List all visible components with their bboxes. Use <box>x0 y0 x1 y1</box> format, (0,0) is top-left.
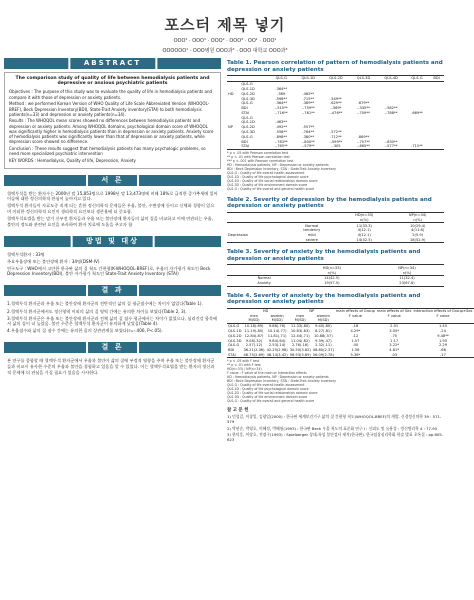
methods-paragraph: 주요우울장애 또는 불안장애 환자 : 34명(DSM-IV) <box>7 258 100 264</box>
table-cell: 11.33(.80) <box>290 324 310 329</box>
table-group-cell: Depression <box>228 233 249 238</box>
results-body <box>4 299 221 337</box>
table-cell: 10.88(.57) <box>313 333 333 338</box>
table-cell: 11(32.4) <box>399 276 415 281</box>
methods-body <box>4 250 221 281</box>
table-header-cell: M(SD) <box>294 318 306 323</box>
table-note: QLS-2D : Quality of life social relationships domain score <box>227 391 318 396</box>
reference-item: 2) 박현순, 박영호, 이혜정, 박혜원(1993) : 한국판 Beck 우울 척도의 표준화 연구 I : 신뢰도 및 유용성 : 정신병리학 4 : 77-95 <box>227 425 438 431</box>
methods-paragraph: 혈액투석환자 : 33명 <box>7 251 45 257</box>
table-cell: .75 <box>391 333 398 338</box>
table-note: HD : Hemodialysis patients, NP : Depression or anxiety patients <box>227 162 329 167</box>
table-header-cell: M(SD) <box>271 318 283 323</box>
table-cell: .364** <box>275 86 288 91</box>
table-row-label: QLS-1D <box>241 86 255 91</box>
abstract-header <box>4 58 221 69</box>
table-row-label: STAI <box>241 110 250 115</box>
table-cell: 1.45 <box>438 324 447 329</box>
table-cell <box>429 144 444 149</box>
table-cell: 9.84(.64) <box>268 338 286 343</box>
table-group-cell: NP <box>228 125 233 130</box>
table-header-cell: main effects of Group <box>335 308 375 313</box>
methods-paragraph: 연구도구 : WHO에서 고안한 한국판 삶의 질 척도 간편형(K-WHOQOL-BREF)로, 우울의 자가평가 척도인 Beck Depression Inventory(BDI), 불안 자가평가 척도인 State-Trait Anxiety Inventory (STAI) <box>7 265 211 277</box>
table-note: QLS-G : Quality of life overall health assessment <box>227 170 305 175</box>
conclusion-body <box>4 356 221 378</box>
table-header-cell: HD(n=33) <box>322 265 341 270</box>
table-cell: .598** <box>275 96 288 101</box>
table-cell: 2.76(.16) <box>291 343 309 348</box>
table-row-label: QLS-3D <box>241 96 255 101</box>
table-cell: -.599** <box>329 139 343 144</box>
table-cell: 9.86(.76) <box>268 324 286 329</box>
results-header <box>4 285 221 296</box>
table-note: QLS-3D : Quality of life environment domain score <box>227 395 308 400</box>
table-group-cell <box>227 281 235 286</box>
table-row-label: Normal <box>305 223 319 228</box>
table-cell: 11(33.3) <box>356 223 372 228</box>
table-group-cell <box>227 238 287 243</box>
table-cell: 46.75(2.69) <box>243 352 265 357</box>
table-row-label: BDI <box>228 348 235 353</box>
table-cell: 56.09(2.78) <box>312 352 334 357</box>
table-cell: 48.60(2.37) <box>312 348 334 353</box>
table4 <box>227 308 474 359</box>
table-row <box>227 238 444 243</box>
left-column <box>4 58 221 596</box>
conclusion-label: 결 론 <box>86 342 140 353</box>
methods-label: 방법 및 대상 <box>70 236 155 247</box>
table-cell: 11.81(.71) <box>267 333 287 338</box>
table-cell: -.709** <box>357 110 370 115</box>
table-row-label: BDI <box>241 139 248 144</box>
table-cell: -.761** <box>301 110 315 115</box>
table-cell: .715** <box>411 144 423 149</box>
table-cell: 10.14(.77) <box>267 329 287 334</box>
table-header-cell: QLS-1D <box>301 76 316 81</box>
table-header-cell: n(%) <box>359 217 369 222</box>
table-cell: -.577** <box>384 144 398 149</box>
table-row-label: QLS-1D <box>241 120 255 125</box>
table4-title: Table 4. Severity of anxiety by the hemodialysis patients and depression or anxiety patients <box>227 292 421 306</box>
poster-authors: OOO¹ · OOO¹ · OOO² · OOO³ · OO¹ · OOO¹ <box>173 38 277 44</box>
table-cell: -.757** <box>357 139 370 144</box>
table-cell: -.335** <box>357 106 370 111</box>
table-note: QLS-G : Quality of life overall and general health score <box>227 399 315 404</box>
table-cell: 9.40(.80) <box>315 324 332 329</box>
table-row-label: Anxiety <box>257 281 271 286</box>
table-cell: .66 <box>440 348 446 353</box>
table-row-label: tendency <box>303 228 321 233</box>
abstract-keywords: KEY WORDS : Hemodialysis, Quality of life, Depression, Anxiety <box>9 157 136 163</box>
table-cell: 23(67.6) <box>399 281 415 286</box>
table-cell: -.800** <box>301 139 315 144</box>
table-cell: .558** <box>275 129 288 134</box>
table-cell: .679** <box>357 101 370 106</box>
results-paragraph: 1.혈액투석 환자군과 우울 또는 불안장애 환자군의 전반적인 삶의 질 평균점수에는 차이가 없었다(Table 1). <box>7 301 203 307</box>
table-header-cell: n(%) <box>413 217 422 222</box>
table1 <box>227 75 444 150</box>
table-row <box>227 281 444 286</box>
table-cell: 36.21(2.36) <box>243 348 265 353</box>
table-header-cell: F value <box>387 313 401 318</box>
table-header-cell: NP(n=34) <box>408 213 427 218</box>
table-cell: -.788** <box>384 110 398 115</box>
results-paragraph: 2.혈액투석 환자군에서도 정신영역 이외의 삶의 질 영역 간에는 유의한 차이를 보였다(Table 2, 3). <box>7 308 187 314</box>
table3 <box>227 264 444 286</box>
table-header-cell: M(SD) <box>248 318 260 323</box>
methods-header <box>4 236 221 247</box>
table-header-cell: women <box>316 313 330 318</box>
table-group-cell: HD <box>228 91 234 96</box>
table-row-label: QLS-1D <box>228 329 242 334</box>
table-header-cell: men <box>296 313 305 318</box>
table-cell: 14(42.5) <box>324 276 340 281</box>
table-cell: -.305 <box>331 144 341 149</box>
table2-title: Table 2. Severity of depression by the hemodialysis patients and depression or anxiety patients <box>227 196 432 210</box>
table-cell: .18 <box>352 324 359 329</box>
table-note: ** p < .01 with F test <box>227 363 261 368</box>
table-row-label: QLS-G <box>228 343 240 348</box>
table-cell: .629** <box>330 101 342 106</box>
table1-notes <box>227 151 444 191</box>
table-cell: .764** <box>302 129 315 134</box>
table-header-cell: Interaction effects of Group×Sex <box>413 308 473 313</box>
table-cell: .463** <box>275 120 288 125</box>
table-row-label: QLS-G <box>241 115 253 120</box>
table-cell: -.515** <box>274 106 288 111</box>
table-cell: 2(5.9) <box>412 233 424 238</box>
table-row-label: QLS-3D <box>228 338 242 343</box>
table-cell: 14(42.5) <box>356 238 372 243</box>
intro-label: 서 론 <box>86 175 140 186</box>
table-row-label: QLS-2D <box>241 125 255 130</box>
table-note: QLS-G : Quality of life overall and general health score <box>227 186 315 191</box>
table-header-cell: n(%) <box>402 270 412 275</box>
table-note: BDI : Beck Depression Inventory, STAI : State-Trait Anxiety Inventory <box>227 379 336 384</box>
reference-item: 1) 민성길, 이창일, 김광일(2000) : 한국판 세계보건기구 삶의 질 간편형 척도(WHOQOL-BREF)의 개발. 신경정신의학 39 : 571-579 <box>227 414 442 425</box>
table-header-cell: main effects of Sex <box>376 308 412 313</box>
conclusion-header <box>4 342 221 353</box>
intro-header <box>4 175 221 186</box>
table-cell: -.582** <box>384 106 398 111</box>
table-row <box>227 275 444 280</box>
table-cell: -.763** <box>274 139 288 144</box>
references-heading: 참 고 문 헌 <box>227 408 249 414</box>
table-row-label: mild <box>307 233 316 238</box>
table-cell: .549** <box>330 96 342 101</box>
table-row-label: STAI <box>241 144 250 149</box>
table-cell: 3.05* <box>389 329 400 334</box>
table-note: *** p < .001 with Pearson correlation test <box>227 158 294 163</box>
table-cell: .715** <box>302 96 315 101</box>
table-cell: 11.04(.82) <box>290 338 310 343</box>
table-cell: -.369* <box>330 106 342 111</box>
table-cell: 2.53(.14) <box>268 343 286 348</box>
table-row-label: severe <box>305 238 318 243</box>
intro-paragraph: 혈액투석요법을 받는 말기 신부전 환자들과 우울 또는 불안장애 환자들의 삶의 질을 비교하고 이에 연관되는 우울, 불안의 정도와 관련된 요인을 조사하여 환자 치료에 도움을 주고자 함 <box>7 215 214 227</box>
table-cell: -.759** <box>301 106 315 111</box>
table-cell: 30.50(3.82) <box>289 348 311 353</box>
abstract-box <box>4 72 221 169</box>
table-cell: 12.84(.87) <box>244 333 264 338</box>
table-header-cell: QLS-2D <box>329 76 343 81</box>
abstract-title: The comparison study of quality of life between hemodialysis patients and depressive or anxious psychiatric patients <box>15 76 210 87</box>
table-cell: -.765** <box>274 144 288 149</box>
table-cell: 1.58 <box>351 348 360 353</box>
table-cell: -.476** <box>329 110 343 115</box>
table-cell: 1.57 <box>351 338 360 343</box>
table-row-label: STAI <box>228 352 236 357</box>
table-cell: .17 <box>440 352 446 357</box>
table-cell: .12 <box>352 333 359 338</box>
table-header-row <box>227 308 474 313</box>
table-row-label: QLS-2D <box>241 91 255 96</box>
table-row-label: QLS-2D <box>228 333 242 338</box>
table-cell: 9.39(.47) <box>315 338 332 343</box>
table-row-label: QLS-G <box>241 82 253 87</box>
abstract-method: Method : we performed Korean Version of WHO Quality of Life Scale Abbreviated Version (WHOQOL-BREF), Beck Depression Inventory(BDI), State-Trait Anxiety inventory(STAI) to both hemodialysis patients(n=33) and depression or anxiety patients(n=34). <box>9 101 210 117</box>
table-header-cell: F value <box>436 313 450 318</box>
table-cell: 19(57.5) <box>324 281 340 286</box>
table-cell: -.579** <box>301 144 315 149</box>
table-header-cell: QLS-G <box>411 76 423 81</box>
table-note: QLS-1D : Quality of life psychological domain score <box>227 174 309 179</box>
table-cell: 42.25(2.98) <box>266 348 288 353</box>
table-note: QLS-2D : Quality of life social relationships domain score <box>227 178 318 183</box>
table-header-cell: HD <box>262 308 269 313</box>
table-row-label: QLS-G <box>241 134 253 139</box>
intro-paragraph: 혈액투석을 받는 환자수는 2000년 말 15,853명으로 1998년 말 13,473명에 비해 18%로 급격한 증가추세에 있어 이들에 대한 정신의학적 관심이 높아지고 있다. <box>7 190 218 202</box>
table-cell: 4(12.1) <box>357 233 371 238</box>
table-header-cell: HD(n=33) <box>355 213 374 218</box>
table-header-cell: F value <box>348 313 362 318</box>
table-cell: .465** <box>302 91 315 96</box>
table-cell: .380** <box>302 134 315 139</box>
table-cell: .869** <box>357 134 370 139</box>
table-row-label: QLS-G <box>241 101 253 106</box>
table-cell: 4.29* <box>350 329 361 334</box>
table-note: BDI : Beck Depression Inventory, STAI : State-Trait Anxiety Inventory <box>227 166 336 171</box>
table-cell: -.665** <box>357 144 370 149</box>
table2 <box>227 212 444 244</box>
table-note: ** p < .01 with Pearson correlation test <box>227 154 290 159</box>
table-note: QLS-3D : Quality of life environment domain score <box>227 182 308 187</box>
table-cell: 2.01 <box>390 324 399 329</box>
table-note: HD(n=33) / NP(n=34) <box>227 367 262 372</box>
table-row <box>227 144 444 149</box>
poster-title: 포스터 제목 넣기 <box>164 16 286 34</box>
abstract-conclusion: Conclusion : These results suggest that hemodialysis patients has many psychologic problems, so need more specialized psychiatric intervention <box>9 145 206 157</box>
table-cell: .24 <box>440 329 446 334</box>
table-cell: 8.27(.81) <box>315 329 332 334</box>
table-cell: 2.32(.11) <box>315 343 332 348</box>
table-cell: 4.81* <box>389 348 400 353</box>
table-note: HD : Hemodialysis patients, NP : Depression or anxiety patients <box>227 375 329 380</box>
abstract-label: ABSTRACT <box>68 58 157 69</box>
abstract-objectives: Objectives : The purpose of this study was to evaluate the quality of life in hemodialysis patients and compare it with those of depression or anxiety patients. <box>9 89 213 100</box>
table-cell: -.630** <box>384 139 398 144</box>
right-column <box>227 58 473 596</box>
table-header-cell: women <box>270 313 284 318</box>
table-cell: .669** <box>411 110 423 115</box>
table-cell: 2.57(.12) <box>245 343 263 348</box>
table-cell: -.716** <box>274 110 288 115</box>
table-cell: .572** <box>330 129 342 134</box>
table-row-label: Normal <box>257 276 271 281</box>
references <box>227 408 444 442</box>
table-note: * p < .05 with F test <box>227 359 260 364</box>
table3-title: Table 3. Severity of anxiety by the hemodialysis patients and depression or anxiety patients <box>227 249 421 262</box>
table-cell: .492** <box>275 125 288 130</box>
intro-paragraph: 혈액투석 환자들이 자료도중 직계 되는 흔한 정신의학적 문제들은 우울, 불안, 수면장애 등이고 신체화 경향이 있으며 이러한 정신의학적 요인이 생리학적 요인보다 생존율에 더 중요함. <box>7 203 215 214</box>
table-cell: 9.48** <box>437 333 449 338</box>
table-cell: .369** <box>302 101 315 106</box>
table-row-label: BDI <box>241 106 248 111</box>
table-note: F value : F value of the main or interaction effects <box>227 371 307 376</box>
table-group-cell <box>227 144 240 149</box>
table-cell: 4(12.1) <box>357 228 371 233</box>
table-note: QLS-G : Quality of life overall health assessment <box>227 383 305 388</box>
table-header-cell: NP(n=34) <box>398 265 416 270</box>
table-header-cell: men <box>250 313 259 318</box>
table-row-label: QLS-3D <box>241 129 255 134</box>
results-label: 결 과 <box>86 285 140 296</box>
table-cell: 1.95 <box>438 338 447 343</box>
table1-title: Table 1. Pearson correlation of pattern of hemodialysis patients and depression or anxiety patients <box>227 60 443 73</box>
table-cell: 3.22* <box>389 343 400 348</box>
table-cell: 2.29 <box>438 343 447 348</box>
abstract-results: Results : The WHOQOL mean scores showed no differences between hemodialysis patients and depression or anxiety patients. Among WHOQOL domains, psychological domain score of WHOQOL was significantly higher in hemodialysis patients than in depression or anxiety patients. Anxiety score of hemodialysis patients was significantly lower than that of depression or anxiety patients, while depression score showed no difference. <box>9 118 214 145</box>
table-cell: .364** <box>275 101 288 106</box>
table-header-cell: QLS-4D <box>384 76 398 81</box>
table-header-cell: QLS-3D <box>356 76 371 81</box>
table-cell: 56.93(3.69) <box>289 352 311 357</box>
table-cell: .712** <box>330 134 342 139</box>
table-note: QLS-1D : Quality of life psychological domain score <box>227 387 309 392</box>
table-cell: .03 <box>391 352 398 357</box>
table-header-cell: M(SD) <box>317 318 329 323</box>
table-note: * p < .05 with Pearson correlation test <box>227 150 289 155</box>
table-cell: 11.19(.80) <box>244 329 264 334</box>
poster-header <box>0 0 450 54</box>
table4-notes <box>227 359 444 403</box>
table-cell: 5.36* <box>350 352 361 357</box>
table-cell: 10.18(.69) <box>244 324 264 329</box>
table-cell: 48.14(3.42) <box>266 352 288 357</box>
poster-affiliations: OOOOOO¹ · OOO병원 OOO과² · OOO 대학교 OOO과³ <box>162 48 288 54</box>
table-cell: 1.17 <box>390 338 399 343</box>
table-header-cell: NP <box>309 308 315 313</box>
table-cell: 4(11.8) <box>411 228 425 233</box>
table-row-label: QLS-G <box>228 324 240 329</box>
table-header-cell: QLS-G <box>275 76 287 81</box>
results-paragraph: 4.우울점수와 삶의 질 점수 간에는 유의한 음의 상관관계를 보였다(r=-.406, P<.05). <box>7 328 163 334</box>
table-cell: 9.08(.32) <box>245 338 263 343</box>
table-header-cell: n(%) <box>327 270 337 275</box>
conclusion-paragraph: 본 연구를 종합할 때 혈액투석 환자군에서 우울과 불안이 삶의 질에 부정적 영향을 주며 우울 또는 불안장애 환자군들과 비교시 유사한 수준의 우울과 불안을 경험하고 있음을 알 수 있었다. 이는 혈액투석요법을 받는 환자의 정신과적 문제에 더 관심을 가질 필요가 있음을 시사한다. <box>7 358 215 375</box>
table-cell: .557** <box>302 125 315 130</box>
table-cell: 10(29.4) <box>409 223 426 228</box>
table-cell: 10.83(.83) <box>290 329 310 334</box>
table-header-cell: BDI <box>433 76 440 81</box>
reference-item: 3) 한덕웅, 이장호, 전겸구(1993) : Spielberger 상태-특성 불안검사 제작(한국판). 한국임상심리학회 학술 발표 초록집 : pp.605-623 <box>227 432 444 443</box>
intro-body <box>4 189 221 231</box>
results-paragraph: 3.혈액투석 환자군은 우울 또는 불안장애 환자군과 전체 삶의 질 점수 평균에서는 차이가 없었으나, 심리건강 항목에서 삶의 질이 더 높았음. 불안 수준은 혈액투석 환자군이 유의하게 낮았음(Table 4). <box>7 315 218 327</box>
poster-columns <box>4 58 473 596</box>
table-cell: .898** <box>275 134 288 139</box>
table-cell: 18(52.9) <box>409 238 426 243</box>
table-cell: .00 <box>352 343 359 348</box>
table-row <box>227 353 474 358</box>
table-cell: 12.44(.71) <box>290 333 310 338</box>
table-cell: .369 <box>277 91 286 96</box>
